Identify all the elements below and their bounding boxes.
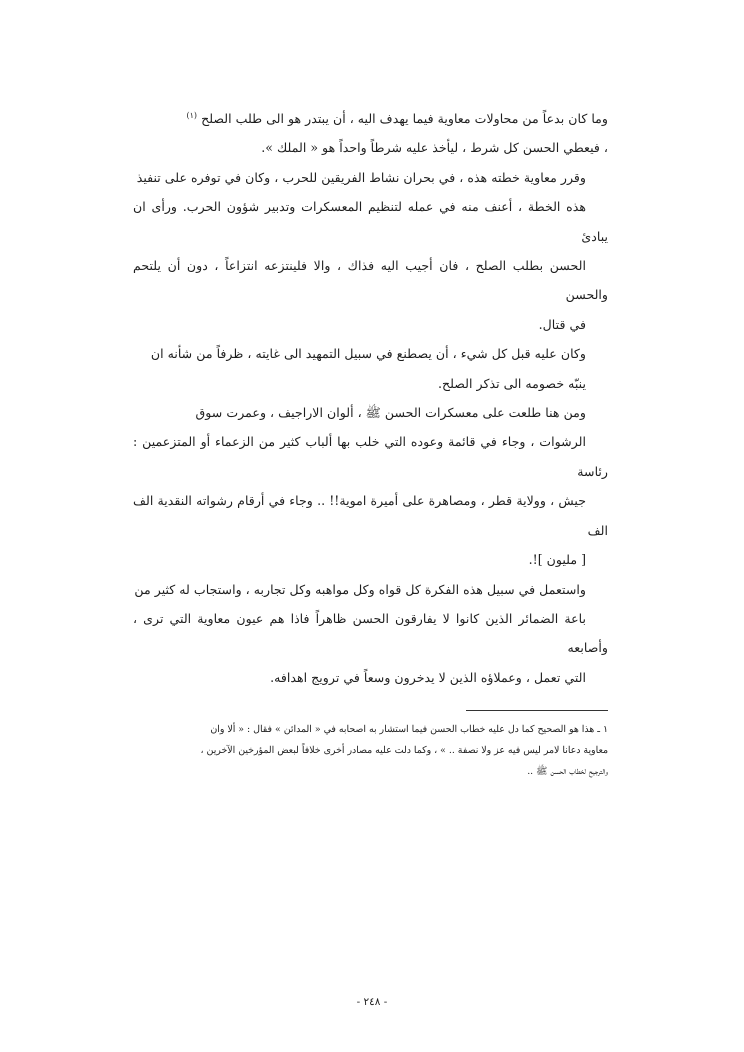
page-number: - ٢٤٨ -	[356, 996, 388, 1008]
footnote-line: ١ ـ هذا هو الصحيح كما دل عليه خطاب الحسن فيما استشار به اصحابه في « المدائن » فقال : « ألا وان	[210, 724, 608, 736]
text-line: وقرر معاوية خطته هذه ، في بحران نشاط الفريقين للحرب ، وكان في توفره على تنفيذ	[136, 169, 586, 185]
text-line: في قتال.	[538, 316, 586, 332]
footnote	[133, 719, 608, 782]
text-line: هذه الخطة ، أعنف منه في عمله لتنظيم المعسكرات وتدبير شؤون الحرب. ورأى ان يبادئ	[133, 199, 608, 244]
paragraph-5	[133, 575, 608, 693]
paragraph-2	[133, 163, 608, 339]
text-line: [ مليون ]!.	[528, 552, 586, 568]
text-line: الرشوات ، وجاء في قائمة وعوده التي خلب بها ألباب كثير من الزعماء أو المتزعمين : رئاسة	[133, 434, 608, 479]
paragraph-4	[133, 398, 608, 574]
text-line: وكان عليه قبل كل شيء ، أن يصطنع في سبيل التمهيد الى غايته ، ظرفاً من شأنه ان	[150, 346, 586, 362]
text-line: باعة الضمائر الذين كانوا لا يفارقون الحسن ظاهراً فاذا هم عيون معاوية التي ترى ، وأصابعه	[133, 610, 608, 656]
text-line: ، فيعطي الحسن كل شرط ، ليأخذ عليه شرطاً واحداً هو « الملك ».	[261, 140, 608, 156]
text-line: ينبّه خصومه الى تذكر الصلح.	[437, 375, 586, 391]
paragraph-1	[133, 104, 608, 163]
footnote-line: والترجيح لخطاب الحسن ﷺ ..	[527, 766, 608, 778]
text-line: الحسن بطلب الصلح ، فان أجيب اليه فذاك ، والا فلينتزعه انتزاعاً ، دون أن يلتحم والحسن	[133, 258, 608, 303]
text-line: وما كان بدعاً من محاولات معاوية فيما يهدف اليه ، أن يبتدر هو الى طلب الصلح $^{(١)}$	[186, 110, 608, 126]
text-line: جيش ، وولاية قطر ، ومصاهرة على أميرة اموية!! .. وجاء في أرقام رشواته النقدية الف الف	[133, 493, 608, 538]
footnote-separator	[466, 710, 608, 711]
footnote-line: معاوية دعانا لامر ليس فيه عز ولا نصفة .. » ، وكما دلت عليه مصادر أخرى خلافاً لبعض المؤرخين الآخرين ،	[200, 745, 608, 757]
paragraph-3	[133, 339, 608, 398]
footnote-reference: (١)	[186, 110, 198, 120]
text-line: التي تعمل ، وعملاؤه الذين لا يدخرون وسعاً في ترويج اهدافه.	[270, 669, 586, 685]
text-line: واستعمل في سبيل هذه الفكرة كل قواه وكل مواهبه وكل تجاربه ، واستجاب له كثير من	[134, 581, 586, 597]
text-line: ومن هنا طلعت على معسكرات الحسن ﷺ ، ألوان الاراجيف ، وعمرت سوق	[195, 405, 586, 421]
book-page-body	[133, 104, 608, 782]
